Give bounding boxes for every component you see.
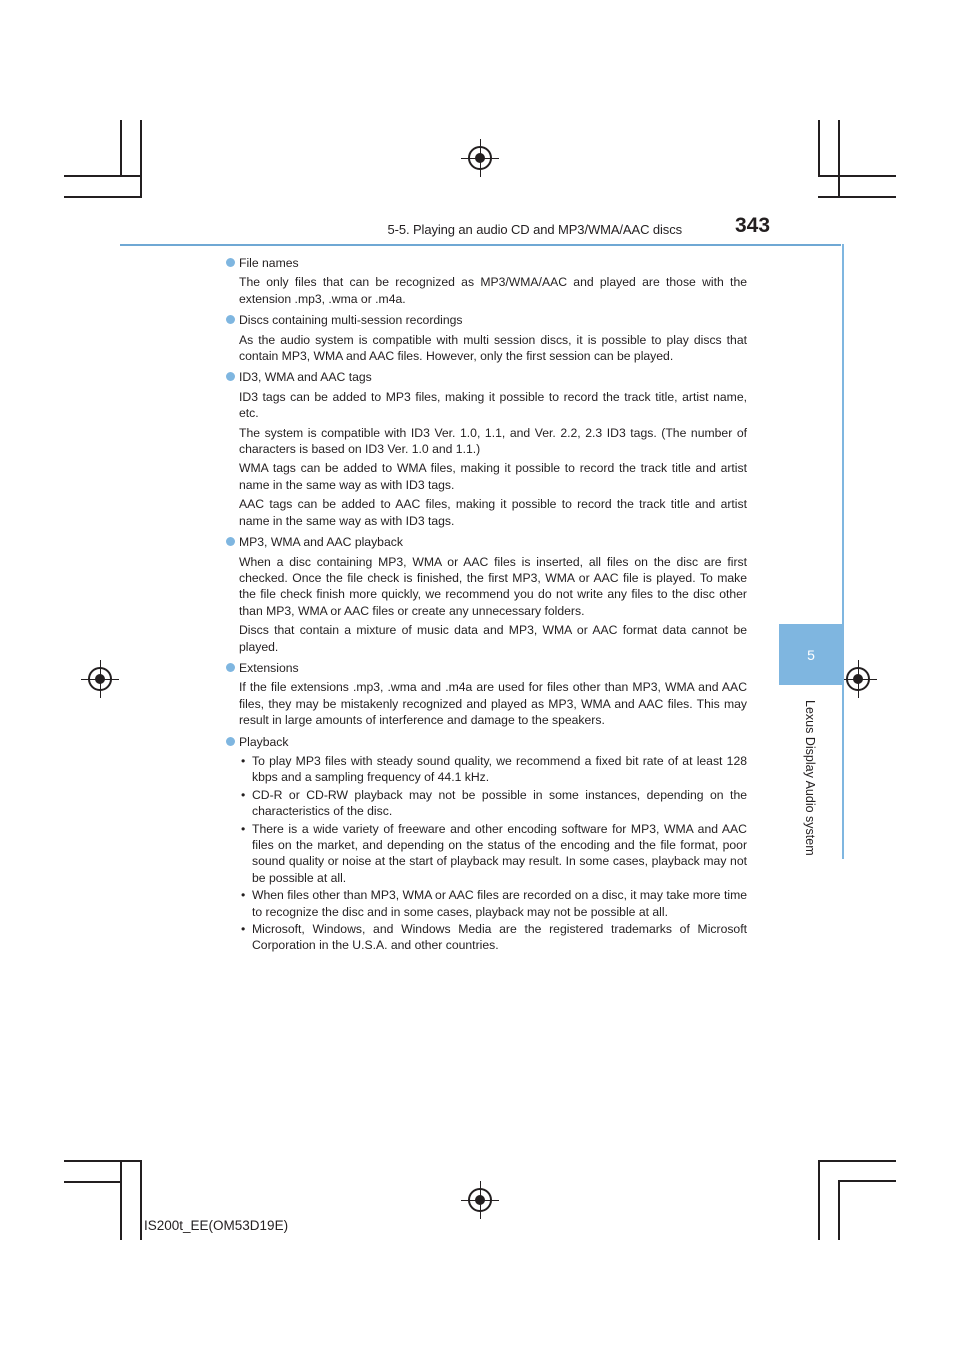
document-code: IS200t_EE(OM53D19E) [144, 1218, 289, 1233]
sub-bullet-list [239, 753, 747, 954]
item-paragraph: If the file extensions .mp3, .wma and .m4a are used for files other than MP3, WMA and AAC files, they may be mistakenly recognized and played as MP3, WMA and AAC files. This may result in large amounts of interference and damage to the speakers. [239, 680, 747, 728]
info-item [226, 369, 747, 529]
crop-mark [818, 120, 820, 176]
bullet-icon [226, 258, 235, 267]
item-title: ID3, WMA and AAC tags [239, 370, 372, 385]
crop-mark [120, 1160, 122, 1240]
item-title: Extensions [239, 660, 299, 675]
info-item [226, 534, 747, 655]
crop-mark [140, 1160, 142, 1240]
bullet-icon [226, 315, 235, 324]
crop-mark [818, 1160, 820, 1240]
item-paragraph: When a disc containing MP3, WMA or AAC files is inserted, all files on the disc are first checked. Once the file check is finished, the first MP3, WMA or AAC file is played. To make the file check finish more quickly, we recommend you do not write any files to the disc other than MP3, WMA or AAC files or create any unnecessary folders. [239, 554, 747, 618]
crop-mark [838, 1180, 896, 1182]
chapter-number: 5 [807, 646, 815, 663]
page-content [226, 255, 747, 959]
item-title: Discs containing multi-session recordings [239, 313, 463, 328]
page-number: 343 [735, 214, 771, 237]
bullet-icon [226, 372, 235, 381]
info-item [226, 660, 747, 729]
crop-mark [838, 1180, 840, 1240]
info-item [226, 734, 747, 954]
info-item [226, 255, 747, 307]
crop-mark [64, 1160, 142, 1162]
item-paragraph: Discs that contain a mixture of music data and MP3, WMA or AAC format data cannot be played. [239, 623, 747, 654]
item-paragraph: ID3 tags can be added to MP3 files, making it possible to record the track title, artist name, etc. [239, 389, 747, 421]
registration-mark-icon [468, 146, 492, 170]
crop-mark [818, 175, 896, 177]
crop-mark [64, 1181, 122, 1183]
header-divider [120, 244, 841, 246]
chapter-title: Lexus Display Audio system [803, 700, 817, 856]
info-item [226, 312, 747, 364]
bullet-icon [226, 737, 235, 746]
list-item: • When files other than MP3, WMA or AAC files are recorded on a disc, it may take more time to recognize the disc and in some cases, playback may not be possible at all. [239, 887, 747, 920]
registration-mark-icon [846, 667, 870, 691]
item-paragraph: AAC tags can be added to AAC files, making it possible to record the track title and artist name in the same way as with ID3 tags. [239, 497, 747, 528]
list-item: • To play MP3 files with steady sound quality, we recommend a fixed bit rate of at least 128 kbps and a sampling frequency of 44.1 kHz. [239, 753, 747, 786]
item-title: MP3, WMA and AAC playback [239, 535, 403, 550]
list-item: • Microsoft, Windows, and Windows Media are the registered trademarks of Microsoft Corporation in the U.S.A. and other countries. [239, 921, 747, 954]
list-item: • There is a wide variety of freeware and other encoding software for MP3, WMA and AAC files on the market, and depending on the status of the encoding and the file format, poor sound quality or noise at the start of playback may result. In some cases, playback may not be possible at all. [239, 821, 747, 887]
item-paragraph: The system is compatible with ID3 Ver. 1.0, 1.1, and Ver. 2.2, 2.3 ID3 tags. (The number of characters is based on ID3 Ver. 1.0 and 1.1.) [239, 425, 747, 457]
crop-mark [120, 120, 122, 176]
list-item: • CD-R or CD-RW playback may not be possible in some instances, depending on the characteristics of the disc. [239, 787, 747, 820]
chapter-tab [779, 624, 843, 685]
side-tab-line [842, 244, 844, 859]
registration-mark-icon [88, 667, 112, 691]
section-title: 5-5. Playing an audio CD and MP3/WMA/AAC discs [387, 222, 682, 237]
item-title: Playback [239, 734, 289, 749]
bullet-icon [226, 537, 235, 546]
crop-mark [64, 175, 142, 177]
crop-mark [818, 1160, 896, 1162]
item-paragraph: The only files that can be recognized as MP3/WMA/AAC and played are those with the extension .mp3, .wma or .m4a. [239, 275, 747, 306]
crop-mark [64, 196, 142, 198]
crop-mark [838, 120, 840, 198]
crop-mark [140, 120, 142, 198]
registration-mark-icon [468, 1188, 492, 1212]
item-paragraph: As the audio system is compatible with multi session discs, it is possible to play discs that contain MP3, WMA and AAC files. However, only the first session can be played. [239, 332, 747, 364]
item-title: File names [239, 256, 299, 270]
bullet-icon [226, 663, 235, 672]
item-paragraph: WMA tags can be added to WMA files, making it possible to record the track title and artist name in the same way as with ID3 tags. [239, 461, 747, 492]
crop-mark [818, 196, 896, 198]
